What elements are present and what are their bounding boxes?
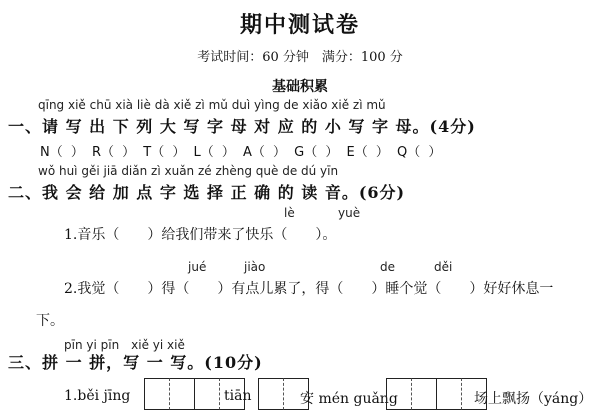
writing-cell[interactable] <box>194 378 219 410</box>
q2-line1-pinyin-a: lè <box>284 206 295 220</box>
q3-item1-mid2: 安 mén guǎng <box>300 391 398 407</box>
writing-cell[interactable] <box>386 378 411 410</box>
q3-item1-mid: tiān <box>224 388 252 404</box>
q1-letters: N（ ） R（ ） T（ ） L（ ） A（ ） G（ ） E（ ） Q（ ） <box>40 145 442 160</box>
q3-pinyin: pīn yi pīn xiě yi xiě <box>64 338 185 352</box>
q2-line2-pinyin-c: de <box>380 260 395 274</box>
q2-line2: 2.我觉（ ）得（ ）有点儿累了，得（ ）睡个觉（ ）好好休息一 <box>64 281 554 297</box>
q2-line2-continued: 下。 <box>36 313 64 329</box>
q2-line1: 1.音乐（ ）给我们带来了快乐（ ）。 <box>64 227 337 243</box>
q2-pinyin: wǒ huì gěi jiā diǎn zì xuǎn zé zhèng què de dú yīn <box>38 164 339 178</box>
q1-pinyin: qīng xiě chū xià liè dà xiě zì mǔ duì yìng de xiǎo xiě zì mǔ <box>38 98 386 112</box>
writing-cell[interactable] <box>258 378 283 410</box>
q2-line2-pinyin-d: děi <box>434 260 453 274</box>
writing-cell[interactable] <box>144 378 169 410</box>
q3-title: 三、拼 一 拼，写 一 写。(10分) <box>8 353 263 372</box>
q1-title: 一、请 写 出 下 列 大 写 字 母 对 应 的 小 写 字 母。(4分) <box>8 117 476 136</box>
exam-title: 期中测试卷 <box>239 12 360 38</box>
q3-writing-boxes-3[interactable] <box>386 378 487 410</box>
q2-title: 二、我 会 给 加 点 字 选 择 正 确 的 读 音。(6分) <box>8 183 406 202</box>
exam-meta: 考试时间：60 分钟 满分：100 分 <box>197 50 403 65</box>
section-heading: 基础积累 <box>272 79 328 95</box>
q2-line1-pinyin-b: yuè <box>338 206 361 220</box>
q3-item1-label: 1.běi jīng <box>64 388 131 404</box>
writing-cell[interactable] <box>436 378 461 410</box>
q2-line2-pinyin-a: jué <box>188 260 207 274</box>
writing-cell[interactable] <box>169 378 194 410</box>
writing-cell[interactable] <box>411 378 436 410</box>
q3-item1-end: 场上飘扬（yáng） <box>474 391 593 407</box>
q2-line2-pinyin-b: jiào <box>244 260 266 274</box>
